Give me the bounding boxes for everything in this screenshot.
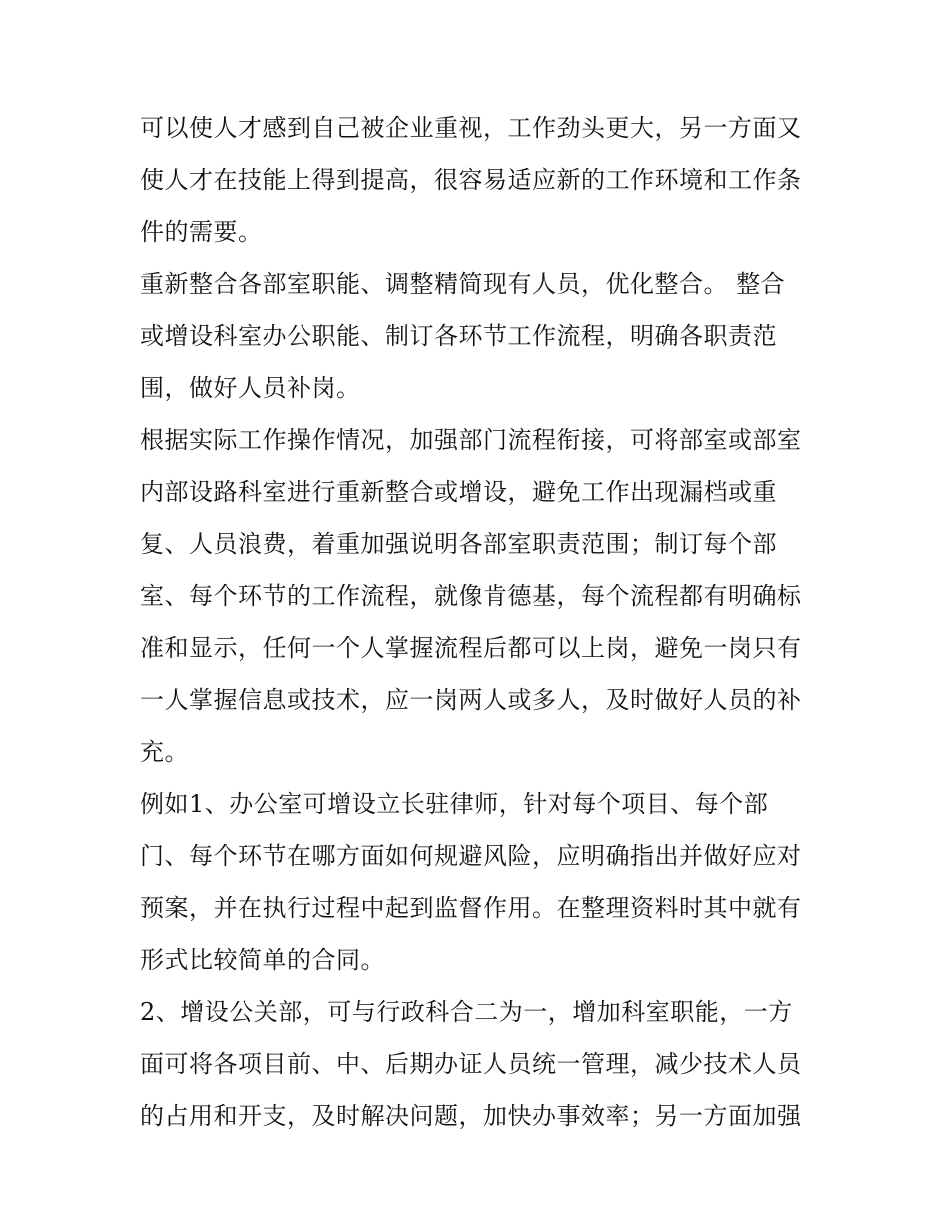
text-line: 室、每个环节的工作流程，就像肯德基，每个流程都有明确标 (140, 582, 802, 610)
text-line: 重新整合各部室职能、调整精简现有人员，优化整合。 整合 (140, 270, 786, 298)
text-line: 充。 (140, 738, 189, 766)
text-line: 形式比较简单的合同。 (140, 946, 385, 974)
text-line: 一人掌握信息或技术，应一岗两人或多人，及时做好人员的补 (140, 686, 802, 714)
paragraph-2 (140, 264, 820, 420)
paragraph-4 (140, 784, 820, 992)
text-line: 2、增设公关部，可与行政科合二为一，增加科室职能，一方 (140, 998, 793, 1026)
paragraph-5 (140, 992, 820, 1148)
text-line: 或增设科室办公职能、制订各环节工作流程，明确各职责范 (140, 322, 777, 350)
paragraph-3 (140, 420, 820, 784)
text-line: 内部设路科室进行重新整合或增设，避免工作出现漏档或重 (140, 478, 777, 506)
text-line: 使人才在技能上得到提高，很容易适应新的工作环境和工作条 (140, 166, 802, 194)
text-line: 围，做好人员补岗。 (140, 374, 361, 402)
document-body (140, 108, 820, 1148)
text-line: 例如1、办公室可增设立长驻律师，针对每个项目、每个部 (140, 790, 769, 818)
text-line: 可以使人才感到自己被企业重视，工作劲头更大，另一方面又 (140, 114, 802, 142)
text-line: 复、人员浪费，着重加强说明各部室职责范围；制订每个部 (140, 530, 777, 558)
text-line: 件的需要。 (140, 218, 263, 246)
text-line: 面可将各项目前、中、后期办证人员统一管理，减少技术人员 (140, 1050, 802, 1078)
paragraph-1 (140, 108, 820, 264)
text-line: 根据实际工作操作情况，加强部门流程衔接，可将部室或部室 (140, 426, 802, 454)
text-line: 的占用和开支，及时解决问题，加快办事效率；另一方面加强 (140, 1102, 802, 1130)
text-line: 预案，并在执行过程中起到监督作用。在整理资料时其中就有 (140, 894, 802, 922)
text-line: 准和显示，任何一个人掌握流程后都可以上岗，避免一岗只有 (140, 634, 802, 662)
text-line: 门、每个环节在哪方面如何规避风险，应明确指出并做好应对 (140, 842, 802, 870)
